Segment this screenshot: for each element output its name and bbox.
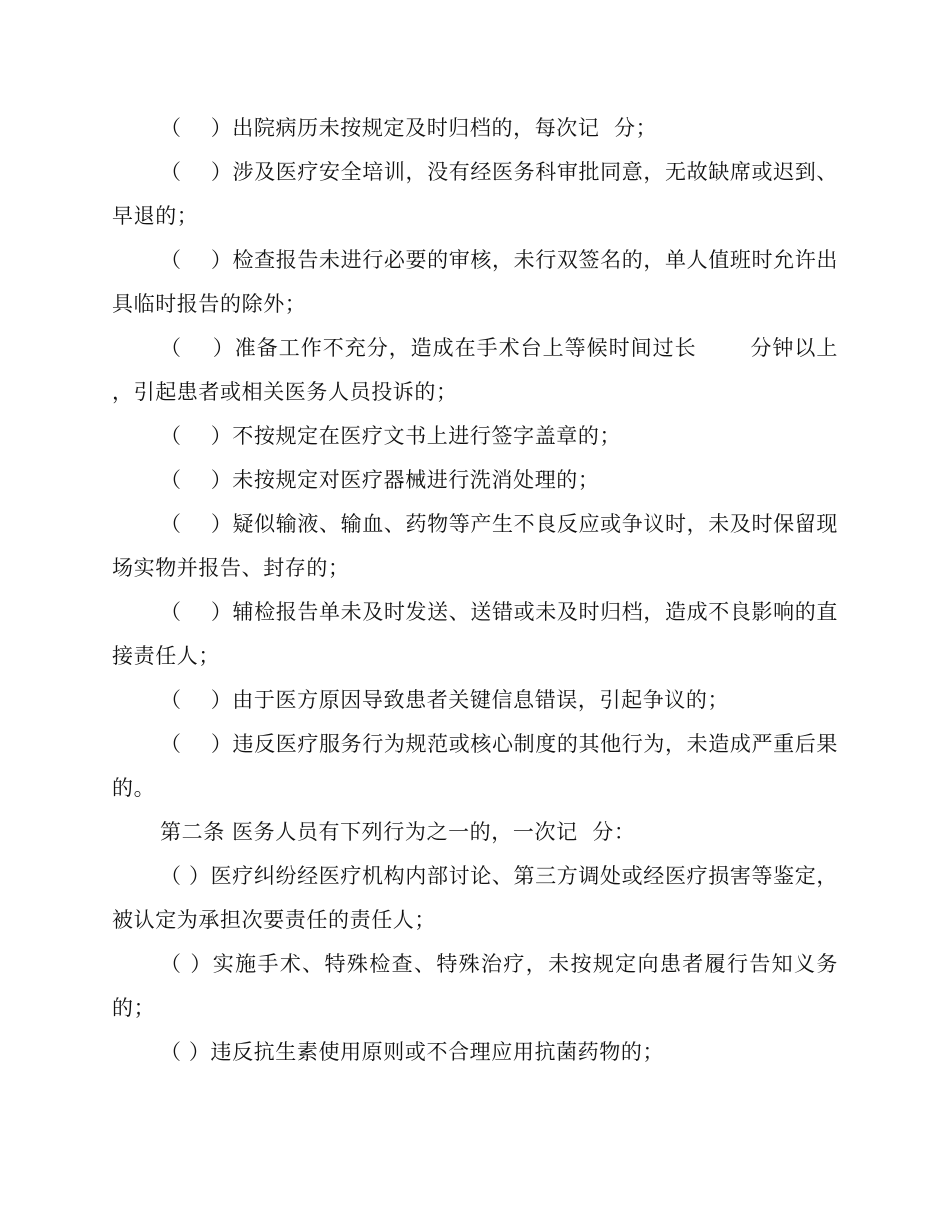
clause-paragraph: （ ）违反医疗服务行为规范或核心制度的其他行为，未造成严重后果的。: [112, 732, 838, 800]
clause-paragraph: （ ）涉及医疗安全培训，没有经医务科审批同意，无故缺席或迟到、早退的；: [112, 160, 838, 228]
clause-paragraph: （ ）检查报告未进行必要的审核，未行双签名的，单人值班时允许出具临时报告的除外；: [112, 248, 838, 316]
clause-paragraph: （ ）由于医方原因导致患者关键信息错误，引起争议的；: [160, 688, 730, 712]
clause-paragraph: （ ）辅检报告单未及时发送、送错或未及时归档，造成不良影响的直接责任人；: [112, 600, 838, 668]
document-body: [112, 106, 846, 1074]
clause-paragraph: （ ）不按规定在医疗文书上进行签字盖章的；: [160, 424, 622, 448]
clause-paragraph: （ ）未按规定对医疗器械进行洗消处理的；: [160, 468, 600, 492]
clause-paragraph: （ ）实施手术、特殊检查、特殊治疗，未按规定向患者履行告知义务的；: [112, 952, 838, 1020]
clause-paragraph: （ ）违反抗生素使用原则或不合理应用抗菌药物的；: [160, 1040, 665, 1064]
clause-paragraph: （ ）医疗纠纷经医疗机构内部讨论、第三方调处或经医疗损害等鉴定，被认定为承担次要责任的责任人；: [112, 864, 838, 932]
clause-paragraph: （ ）准备工作不充分，造成在手术台上等候时间过长 分钟以上 ，引起患者或相关医务人员投诉的；: [112, 336, 846, 404]
article-heading: 第二条 医务人员有下列行为之一的，一次记 分：: [160, 820, 636, 844]
clause-paragraph: （ ）疑似输液、输血、药物等产生不良反应或争议时，未及时保留现场实物并报告、封存的；: [112, 512, 838, 580]
clause-paragraph: （ ）出院病历未按规定及时归档的，每次记 分；: [160, 116, 658, 140]
